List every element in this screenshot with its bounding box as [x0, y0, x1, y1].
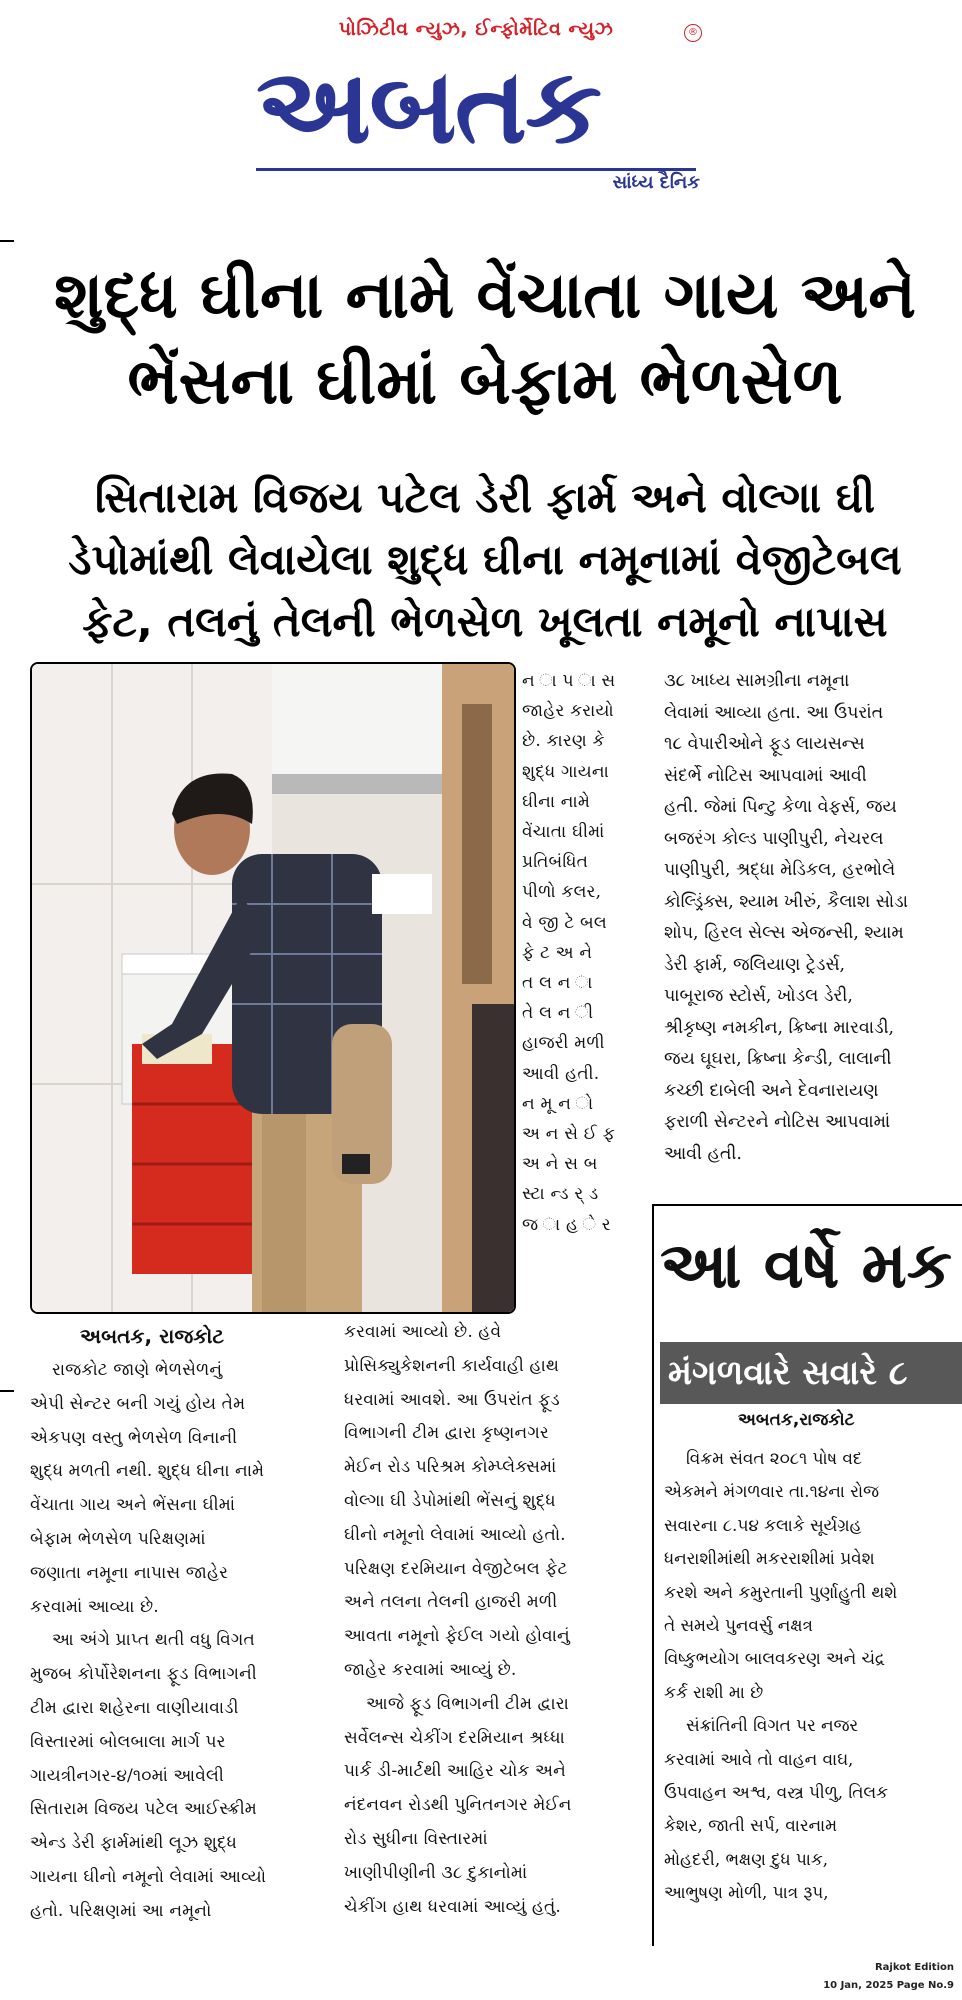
side-story-byline: અબતક,રાજકોટ	[738, 1410, 855, 1430]
side-story-headline: આ વર્ષે મક	[660, 1229, 952, 1303]
right-column-line: જય ઘૂઘરા, ક્રિષ્ના કેન્ડી, લાલાની	[664, 1049, 892, 1069]
right-column-line: હતી. જેમાં પિન્ટુ કેળા વેફર્સ, જય	[664, 797, 897, 817]
right-column-line: કચ્છી દાબેલી અને દેવનારાયણ	[664, 1080, 879, 1101]
col1-line: ગાયના ઘીનો નમૂનો લેવામાં આવ્યો	[30, 1866, 267, 1887]
col1-line: એપી સેન્ટર બની ગયું હોય તેમ	[30, 1393, 246, 1414]
col1-byline: અબતક, રાજકોટ	[80, 1324, 225, 1348]
col2-line: ધરવામાં આવશે. આ ઉપરાંત ફૂડ	[344, 1389, 560, 1410]
narrow-column-line: પીળો કલર,	[522, 882, 602, 903]
side-story-line: કરવામાં આવે તો વાહન વાઘ,	[664, 1748, 854, 1769]
narrow-column-line: હાજરી મળી	[522, 1033, 605, 1054]
narrow-column-line: ફે ટ અ ને	[522, 942, 593, 963]
right-column-line: પાબૂરાજ સ્ટોર્સ, ખોડલ ડેરી,	[664, 986, 853, 1006]
col2-line: જાહેર કરવામાં આવ્યું છે.	[344, 1659, 517, 1680]
side-story-line: વિષ્કુભયોગ બાલવકરણ અને ચંદ્ર	[664, 1648, 885, 1669]
col2-line: રોડ સુધીના વિસ્તારમાં	[344, 1828, 488, 1849]
col2-line: ચેકીંગ હાથ ધરવામાં આવ્યું હતું.	[344, 1896, 561, 1917]
col1-line: હતો. પરિક્ષણમાં આ નમૂનો	[30, 1900, 212, 1921]
narrow-column-line: અ ન સે ઈ ફ	[522, 1124, 616, 1145]
narrow-column-line: શુદ્ધ ગાયના	[522, 761, 609, 782]
col1-line: કરવામાં આવ્યા છે.	[30, 1596, 159, 1617]
narrow-column-line: જાહેર કરાયો	[522, 701, 614, 722]
side-story-line: કેશર, જાતી સર્પ, વારનામ	[664, 1815, 837, 1836]
right-column-line: શ્રીકૃષ્ણ નમકીન, ક્રિષ્ના મારવાડી,	[664, 1017, 895, 1038]
right-column-line: સંદર્ભે નોટિસ આપવામાં આવી	[664, 765, 867, 786]
narrow-column-line: ન ા પ ા સ	[522, 671, 616, 691]
col2-line: પાર્ક ડી-માર્ટથી આહિર ચોક અને	[344, 1761, 566, 1782]
footer-edition: Rajkot Edition	[874, 1962, 954, 1973]
narrow-column-line: અ ને સ બ	[522, 1154, 598, 1175]
col2-line: સર્વેલન્સ ચેકીંગ દરમિયાન શ્રધ્ધા	[344, 1727, 565, 1748]
subheadline-line-3: ફેટ, તલનું તેલની ભેળસેળ ખૂલતા નમૂનો નાપાસ	[82, 597, 888, 646]
right-column-line: કોલ્ડ્રિંક્સ, શ્યામ ખીરું, કૈલાશ સોડા	[664, 891, 908, 912]
col1-line: આ અંગે પ્રાપ્ત થતી વધુ વિગત	[52, 1630, 255, 1651]
col1-marker	[0, 1390, 14, 1392]
logo-underline	[256, 168, 696, 171]
col1-line: શુદ્ધ મળતી નથી. શુદ્ધ ઘીના નામે	[30, 1461, 265, 1482]
right-column	[664, 666, 954, 1170]
narrow-column-line: છે. કારણ કે	[522, 731, 605, 752]
side-story-line: કરશે અને કમુરતાની પુર્ણાહુતી થશે	[664, 1581, 898, 1602]
section-marker	[0, 240, 14, 242]
right-column-line: આવી હતી.	[664, 1143, 742, 1164]
col2-line: વોલ્ગા ઘી ડેપોમાંથી ભેંસનું શુદ્ધ	[344, 1490, 556, 1511]
narrow-column-line: સ્ટા ન્ડ ર્ ડ	[522, 1184, 599, 1205]
right-column-line: ૩૮ ખાધ્ય સામગ્રીના નમૂના	[664, 671, 850, 691]
side-story-line: ઉપવાહન અશ્વ, વસ્ત્ર પીળુ, તિલક	[664, 1782, 888, 1803]
col1-line: ગાયત્રીનગર-૪/૧૦માં આવેલી	[30, 1765, 224, 1786]
right-column-line: બજરંગ કોલ્ડ પાણીપુરી, નેચરલ	[664, 828, 884, 849]
col1-line: રાજકોટ જાણે ભેળસેળનું	[52, 1360, 223, 1380]
col1-line: વિસ્તારમાં બોલબાલા માર્ગ પર	[30, 1731, 226, 1752]
col2-line: આજે ફૂડ વિભાગની ટીમ દ્વારા	[366, 1693, 569, 1714]
narrow-column-line: પ્રતિબંધિત	[522, 852, 589, 873]
registered-mark-icon: ®	[684, 24, 702, 42]
col1-line: એકપણ વસ્તુ ભેળસેળ વિનાની	[30, 1427, 238, 1448]
col2-line: નંદનવન રોડથી પુનિતનગર મેઈન	[344, 1795, 572, 1816]
side-story-line: સંક્રાંતિની વિગત પર નજર	[686, 1715, 859, 1736]
side-story-line: વિક્રમ સંવત ૨૦૮૧ પોષ વદ	[686, 1448, 863, 1468]
right-column-line: ડેરી ફાર્મ, જલિયાણ ટ્રેડર્સ,	[664, 954, 846, 975]
subheadline-line-2: ડેપોમાંથી લેવાયેલા શુદ્ધ ઘીના નમૂનામાં વેજીટેબલ	[68, 535, 902, 584]
col2-line: ખાણીપીણીની ૩૮ દુકાનોમાં	[344, 1862, 528, 1883]
side-story-line: એકમને મંગળવાર તા.૧૪ના રોજ	[664, 1481, 879, 1502]
col1-line: જણાતા નમૂના નાપાસ જાહેર	[30, 1562, 229, 1583]
logo-text: અબતક	[256, 45, 600, 167]
col1-line: ટીમ દ્વારા શહેરના વાણીયાવાડી	[30, 1697, 239, 1718]
col2-line: પરિક્ષણ દરમિયાન વેજીટેબલ ફેટ	[344, 1558, 568, 1579]
narrow-column-line: તે લ ન ી	[522, 1003, 594, 1024]
side-story-body	[664, 1442, 956, 1910]
side-story-line: કર્ક રાશી મા છે	[664, 1681, 764, 1702]
narrow-column-line: ત લ ન ા	[522, 973, 593, 994]
narrow-column-line: ઘીના નામે	[522, 791, 591, 812]
narrow-column-line: જ ા હ ે ર	[522, 1214, 611, 1235]
footer-date-page: 10 Jan, 2025 Page No.9	[823, 1980, 954, 1991]
narrow-column	[522, 666, 646, 1240]
article-photo	[30, 662, 516, 1314]
side-story-line: ધનરાશીમાંથી મકરરાશીમાં પ્રવેશ	[664, 1548, 875, 1569]
masthead-logo	[256, 44, 706, 168]
side-story-line: મોહદરી, ભક્ષણ દુધ પાક,	[664, 1848, 829, 1869]
col1-line: બેફામ ભેળસેળ પરિક્ષણમાં	[30, 1528, 206, 1549]
subheadline-line-1: સિતારામ વિજય પટેલ ડેરી ફાર્મ અને વોલ્ગા ઘી	[94, 473, 876, 522]
col2-line: આવતા નમૂનો ફેઈલ ગયો હોવાનું	[344, 1626, 570, 1647]
col1-body	[30, 1354, 320, 1929]
col2-line: કરવામાં આવ્યો છે. હવે	[344, 1322, 502, 1342]
col2-line: વિભાગની ટીમ દ્વારા કૃષ્ણનગર	[344, 1423, 549, 1444]
masthead-subtitle: સાંધ્ય દૈનિક	[612, 172, 700, 193]
col2-line: ઘીનો નમૂનો લેવામાં આવ્યો હતો.	[344, 1524, 566, 1545]
right-column-line: લેવામાં આવ્યા હતા. આ ઉપરાંત	[664, 702, 884, 723]
masthead-tagline: પોઝિટીવ ન્યુઝ, ઈન્ફોર્મેટિવ ન્યુઝ	[338, 18, 614, 40]
right-column-line: ૧૮ વેપારીઓને ફૂડ લાયસન્સ	[664, 734, 865, 754]
narrow-column-line: ન મૂ ન ો	[522, 1093, 594, 1114]
right-column-line: ફરાળી સેન્ટરને નોટિસ આપવામાં	[664, 1112, 891, 1132]
col1-line: સિતારામ વિજય પટેલ આઈસ્ક્રીમ	[30, 1799, 257, 1820]
narrow-column-line: વેંચાતા ઘીમાં	[522, 822, 605, 843]
headline-line-1: શુદ્ધ ઘીના નામે વેંચાતા ગાય અને	[54, 259, 916, 333]
col2-body	[344, 1316, 638, 1924]
narrow-column-line: આવી હતી.	[522, 1063, 600, 1084]
side-story-line: આભુષણ મોળી, પાત્ર રૂપ,	[664, 1882, 829, 1903]
col1-line: એન્ડ ડેરી ફાર્મમાંથી લૂઝ શુદ્ધ	[30, 1833, 237, 1854]
side-story-band: મંગળવારે સવારે ૮	[660, 1342, 962, 1404]
side-story-line: સવારના ૮.૫૪ કલાકે સૂર્યગ્રહ	[664, 1514, 862, 1535]
narrow-column-line: વે જી ટે બલ	[522, 912, 607, 933]
col2-line: પ્રોસિક્યુકેશનની કાર્યવાહી હાથ	[344, 1355, 560, 1376]
col1-line: મુજબ કોર્પોરેશનના ફૂડ વિભાગની	[30, 1664, 257, 1685]
side-story-line: તે સમયે પુનવર્સુ નક્ષત્ર	[664, 1615, 813, 1636]
col2-line: અને તલના તેલની હાજરી મળી	[344, 1592, 558, 1613]
right-column-line: પાણીપુરી, શ્રદ્ધા મેડિકલ, હરભોલે	[664, 860, 896, 880]
col2-line: મેઈન રોડ પરિશ્રમ કોમ્પ્લેક્સમાં	[344, 1457, 557, 1478]
right-column-line: શોપ, હિરલ સેલ્સ એજન્સી, શ્યામ	[664, 923, 904, 943]
col1-line: વેંચાતા ગાય અને ભેંસના ઘીમાં	[30, 1495, 236, 1516]
headline-line-2: ભેંસના ઘીમાં બેફામ ભેળસેળ	[127, 345, 843, 419]
